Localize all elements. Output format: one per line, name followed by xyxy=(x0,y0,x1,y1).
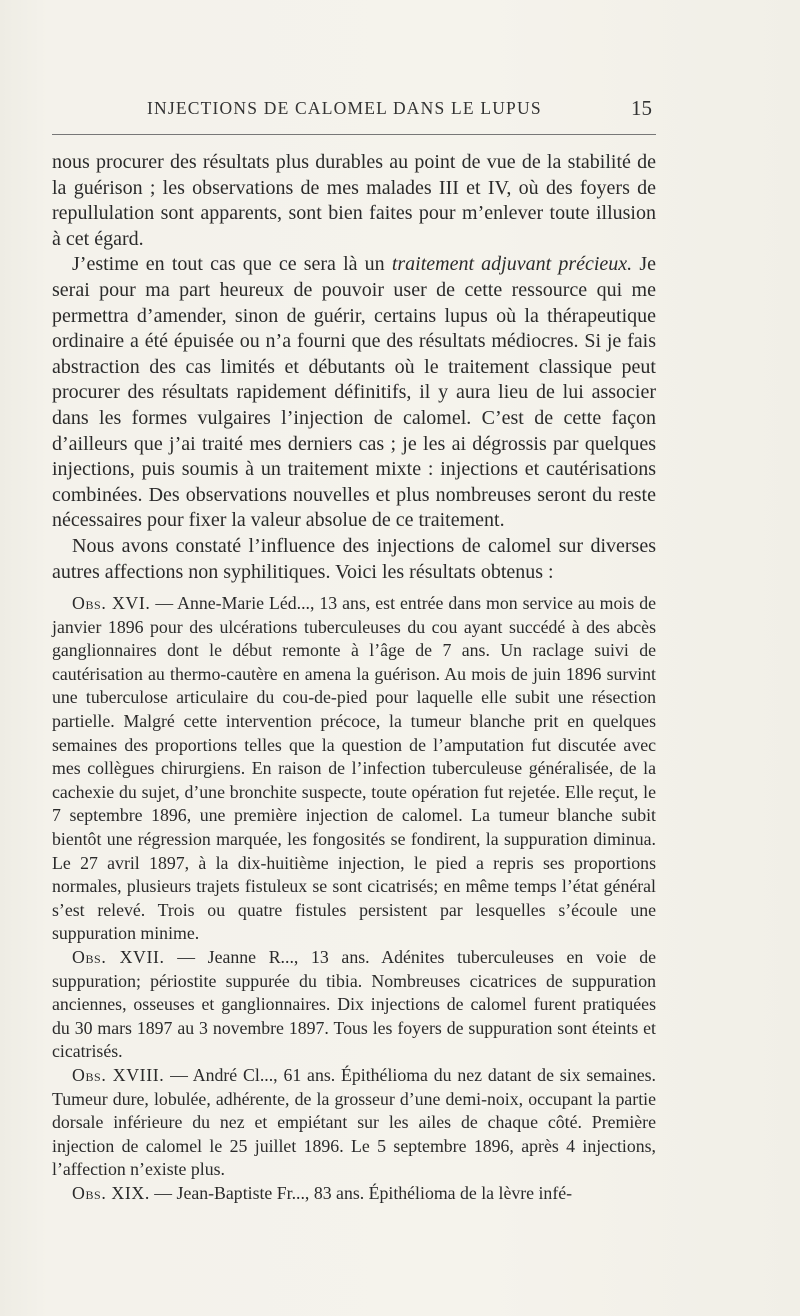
observations xyxy=(52,592,656,1205)
page-header xyxy=(52,98,656,124)
header-rule xyxy=(52,134,656,135)
observation-entry: Obs. XVII. — Jeanne R..., 13 ans. Adénites tuberculeuses en voie de suppuration; périostite suppurée du tibia. Nombreuses cicatrices de suppuration anciennes, osseuses et ganglionnaires. Dix injections de calomel furent pratiquées du 30 mars 1897 au 3 novembre 1897. Tous les foyers de suppuration sont éteints et cicatrisés. xyxy=(52,947,656,1062)
observation-label: Obs. XVIII. xyxy=(72,1064,165,1085)
observation-entry: Obs. XIX. — Jean-Baptiste Fr..., 83 ans. Épithélioma de la lèvre infé- xyxy=(72,1182,573,1203)
running-title: INJECTIONS DE CALOMEL DANS LE LUPUS xyxy=(147,98,542,118)
page-number: 15 xyxy=(631,96,652,120)
observation-entry: Obs. XVI. — Anne-Marie Léd..., 13 ans, est entrée dans mon service au mois de janvier 1896 pour des ulcérations tuberculeuses du cou ayant succédé à des abcès ganglionnaires dont le début remonte à l’âge de 7 ans. Un raclage suivi de cautérisation au thermo-cautère en amena la guérison. Au mois de juin 1896 survint une tuberculose articulaire du cou-de-pied pour laquelle elle subit une résection partielle. Malgré cette intervention précoce, la tumeur blanche prit en quelques semaines des proportions telles que la question de l’amputation fut discutée avec mes collègues chirurgiens. En raison de l’infection tuberculeuse généralisée, de la cachexie du sujet, d’une bronchite suspecte, toute opération fut rejetée. Elle reçut, le 7 septembre 1896, une première injection de calomel. La tumeur blanche subit bientôt une régression marquée, les fongosités se fondirent, la suppuration diminua. Le 27 avril 1897, à la dix-huitième injection, le pied a repris ses proportions normales, plusieurs trajets fistuleux se sont cicatrisés; en même temps l’état général s’est relevé. Trois ou quatre fistules persistent par lesquelles s’écoule une suppuration minime. xyxy=(52,593,656,944)
paragraph: J’estime en tout cas que ce sera là un traitement adjuvant précieux. Je serai pour ma part heureux de pouvoir user de cette ressource qui me permettra d’amender, sinon de guérir, certains lupus où la thérapeutique ordinaire a été épuisée ou n’a fourni que des résultats médiocres. Si je fais abstraction des cas limités et débutants où le traitement classique peut procurer des résultats rapidement définitifs, il y aura lieu de lui associer dans les formes vulgaires l’injection de calomel. C’est de cette façon d’ailleurs que j’ai traité mes derniers cas ; je les ai dégrossis par quelques injections, puis soumis à un traitement mixte : injections et cautérisations combinées. Des observations nouvelles et plus nombreuses seront du reste nécessaires pour fixer la valeur absolue de ce traitement. xyxy=(52,253,656,532)
observation-label: Obs. XIX. xyxy=(72,1182,150,1203)
paragraph: nous procurer des résultats plus durables au point de vue de la stabilité de la guérison ; les observations de mes malades III et IV, où des foyers de repullulation sont apparents, sont bien faites pour m’enlever toute illusion à cet égard. xyxy=(52,151,656,250)
observation-entry: Obs. XVIII. — André Cl..., 61 ans. Épithélioma du nez datant de six semaines. Tumeur dure, lobulée, adhérente, de la grosseur d’une demi-noix, occupant la partie dorsale inférieure du nez et empiétant sur les ailes de chaque côté. Première injection de calomel le 25 juillet 1896. Le 5 septembre 1896, après 4 injections, l’affection n’existe plus. xyxy=(52,1064,656,1180)
body-text xyxy=(52,150,656,1206)
paragraph: Nous avons constaté l’influence des injections de calomel sur diverses autres affections non syphilitiques. Voici les résultats obtenus : xyxy=(52,534,656,583)
observation-label: Obs. XVI. xyxy=(72,593,151,614)
observation-label: Obs. XVII. xyxy=(72,947,165,967)
italic-emphasis: traitement adjuvant précieux. xyxy=(391,253,633,276)
